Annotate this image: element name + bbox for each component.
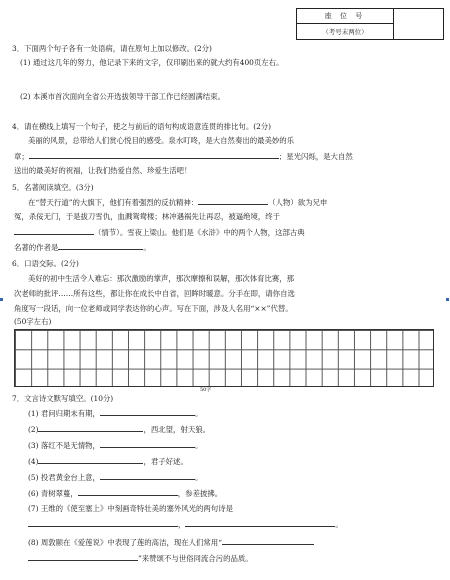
q5-line-4b: 。 (143, 243, 151, 252)
q6-line-4: (50字左右) (14, 317, 52, 326)
q7-item-7-blank-2[interactable] (185, 519, 335, 527)
q5-plot-blank[interactable] (14, 227, 94, 235)
q5-line-3b: （情节）。雪夜上梁山。他们是《水浒》中的两个人物，这部古典 (94, 228, 305, 237)
q7-item-5-end: 。 (194, 473, 203, 482)
margin-dot-right (446, 298, 449, 301)
q7-item-6-blank[interactable] (78, 488, 178, 496)
q3-sentence-1: (1) 通过这几年的努力，他记录下来的文字，仅印刷出来的就大约有400页左右。 (20, 58, 284, 67)
q7-item-7-answers (28, 519, 343, 530)
seat-number-field[interactable] (394, 9, 443, 39)
q7-item-2-text: (2) (28, 425, 39, 434)
q7-item-2 (28, 424, 210, 435)
q7-item-6-text: (6) 青树翠蔓， (28, 489, 78, 498)
q7-item-8-blank-2[interactable] (28, 553, 138, 561)
q7-item-7-sep: ， (178, 520, 186, 529)
q5-line-2: 冤，杀佞无门，于是拔刀雪仇，血溅鸳鸯楼；林冲遇祸先让再忍，被逼绝境，终于 (14, 212, 281, 221)
q5-line-4a: 名著的作者是 (14, 243, 59, 252)
q5-line-3 (14, 227, 305, 238)
q7-item-8-text: (8) 周敦颐在《爱莲说》中表现了莲的高洁，现在人们常用“ (28, 538, 222, 547)
q4-line-2 (14, 151, 353, 162)
margin-dot-left (0, 298, 3, 301)
q7-item-5 (28, 472, 202, 483)
q5-line-1a: 在“替天行道”的大旗下，他们有着强烈的反抗精神： (28, 198, 199, 207)
q4-line-2a: 章； (14, 152, 29, 161)
q7-item-2-blank[interactable] (38, 424, 143, 432)
q7-item-8 (28, 537, 314, 548)
q7-item-4-text: (4) (28, 457, 39, 466)
q7-item-1-blank[interactable] (100, 408, 195, 416)
q3-stem: 3．下面两个句子各有一处语病，请在原句上加以修改。(2分) (12, 44, 212, 53)
q6-line-2: 次老师的批评……所有这些，都让你在成长中自省，回眸时暖意。分手在即，请你自选 (14, 289, 295, 298)
q7-item-3-text: (3) 落红不是无情物， (28, 441, 100, 450)
q7-item-1-text: (1) 君问归期未有期， (28, 409, 100, 418)
q7-item-3 (28, 440, 202, 451)
grid-count-label: 50字 (200, 387, 212, 393)
q6-line-3: 角度写一段话，向一位老师或同学表达你的心声。写在下面，涉及人名用“××”代替。 (14, 304, 293, 313)
q7-item-7-end: 。 (335, 520, 343, 529)
seat-label: 座 位 号 (297, 9, 393, 24)
q7-item-3-end: 。 (194, 441, 203, 450)
q5-stem: 5．名著阅读填空。(3分) (12, 183, 94, 192)
q7-item-7-blank-1[interactable] (28, 519, 178, 527)
q7-item-5-blank[interactable] (100, 472, 195, 480)
q7-item-4-end: ，君子好逑。 (143, 457, 188, 466)
q7-item-6 (28, 488, 222, 499)
q4-line-3: 送出的最美好的祝福，让我们热爱自然、珍爱生活吧！ (14, 166, 192, 175)
q7-item-5-text: (5) 投君黄金台上意， (28, 473, 100, 482)
q5-line-1b: （人物）欲为兄申 (268, 198, 328, 207)
q4-stem: 4．请在横线上填写一个句子，使之与前后的语句构成语意连贯的排比句。(2分) (12, 122, 272, 131)
q6-line-1: 美好的初中生活令人难忘：那次激励的掌声，那次摩擦和误解，那次体育比赛，那 (28, 274, 295, 283)
q7-item-4-blank[interactable] (38, 456, 143, 464)
seat-number-box (296, 8, 444, 40)
seat-note: （考号末两位） (322, 28, 368, 36)
q4-line-1: 美丽的风景，总带给人们赏心悦目的感受。泉水叮咚，是大自然奏出的最美妙的乐 (28, 136, 295, 145)
q5-person-blank[interactable] (198, 197, 268, 205)
q7-item-8-cont (28, 553, 253, 564)
q3-sentence-2: (2) 本溪市首次面向全省公开选拔领导干部工作已经圆满结束。 (20, 92, 225, 101)
q7-item-1-end: 。 (194, 409, 203, 418)
q7-stem: 7．文言诗文默写填空。(10分) (12, 394, 114, 403)
q6-stem: 6．口语交际。(2分) (12, 259, 79, 268)
q4-line-2b: ；星光闪烁，是大自然 (278, 152, 353, 161)
q5-line-4 (14, 242, 151, 253)
q4-answer-blank[interactable] (29, 151, 279, 159)
q7-item-7: (7) 王维的《使至塞上》中刻画奇特壮美的塞外风光的两句诗是 (28, 504, 233, 513)
q7-item-6-end: ，参差披拂。 (177, 489, 223, 498)
q7-item-4 (28, 456, 188, 467)
q7-item-3-blank[interactable] (100, 440, 195, 448)
q5-line-1 (28, 197, 327, 208)
seat-label-column (297, 9, 394, 39)
q5-author-blank[interactable] (58, 242, 143, 250)
q7-item-1 (28, 408, 202, 419)
q7-item-2-end: ，西北望，射天狼。 (143, 425, 211, 434)
writing-grid[interactable] (14, 329, 434, 387)
q7-item-8-blank-1[interactable] (222, 537, 314, 545)
q7-item-8-end: ”来赞颂不与世俗同流合污的品质。 (138, 554, 253, 563)
